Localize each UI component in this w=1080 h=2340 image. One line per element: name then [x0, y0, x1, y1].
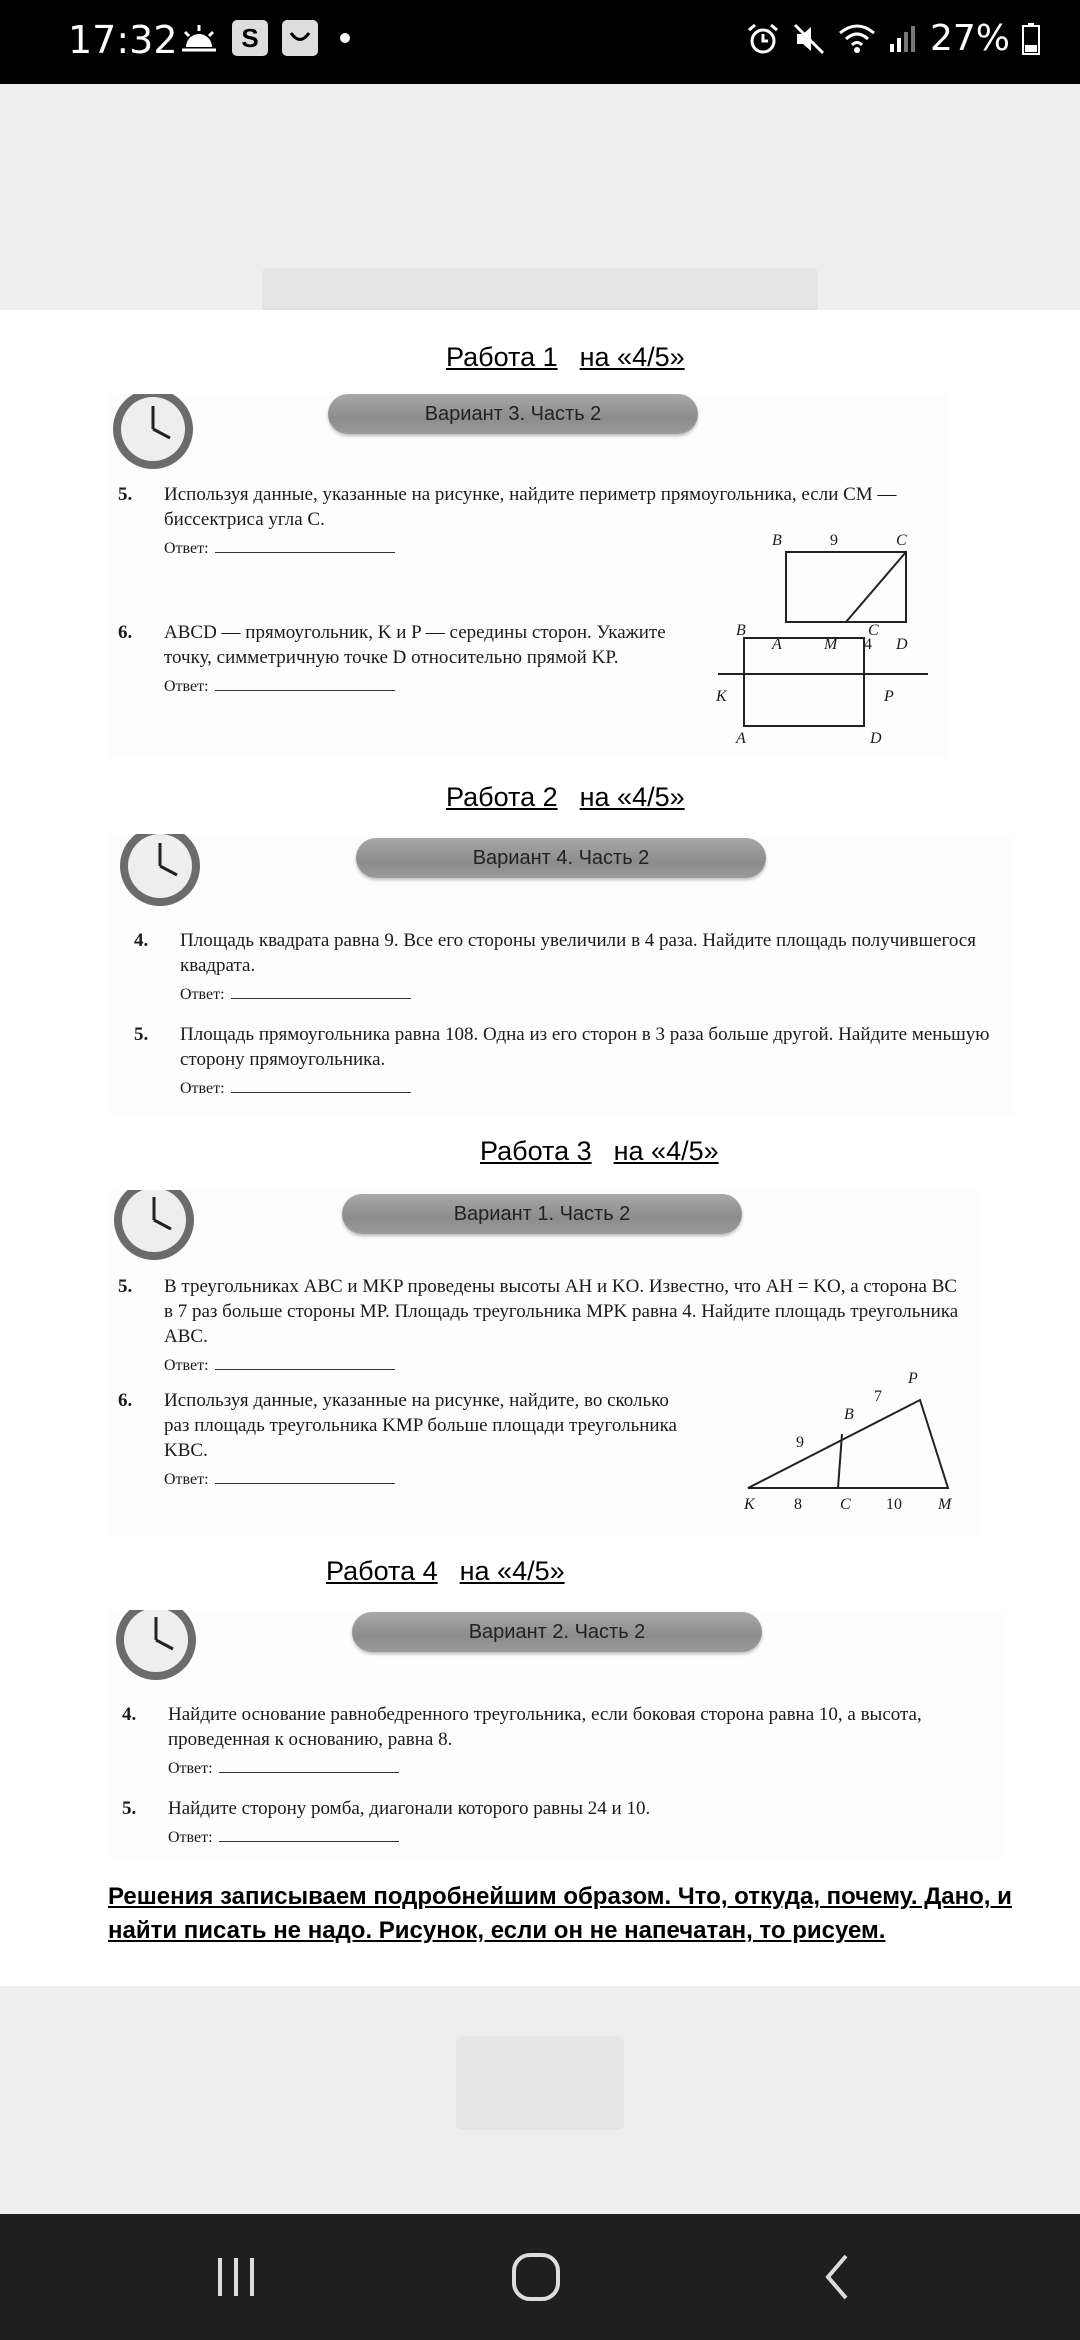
rectangle-kp-figure	[708, 630, 938, 740]
instructions-note: Решения записываем подробнейшим образом. Что, откуда, почему. Дано, и найти писать не надо. Рисунок, если он не напечатан, то рисуем.	[108, 1883, 1012, 1944]
answer-line: Ответ:	[164, 1467, 688, 1492]
scan-variant-2	[108, 1610, 1006, 1858]
answer-line: Ответ:	[180, 1076, 1004, 1101]
work-title-label: Работа 2	[446, 782, 558, 812]
task-text: В треугольниках ABC и MKP проведены высоты AH и KO. Известно, что AH = KO, а сторона BC в 7 раз больше стороны MP. Площадь треугольника MPK равна 4. Найдите площадь треугольника ABC.	[164, 1276, 959, 1347]
label-A: A	[772, 636, 782, 653]
scan-variant-4	[108, 834, 1014, 1116]
work-grade-label: на «4/5»	[459, 1556, 565, 1586]
label-M: M	[824, 636, 838, 653]
work-1-title	[446, 342, 685, 373]
variant-banner: Вариант 4. Часть 2	[356, 838, 766, 878]
navigation-bar	[0, 2214, 1080, 2340]
label-D: D	[896, 636, 908, 653]
clock-icon	[110, 834, 210, 912]
label-M: M	[938, 1496, 952, 1513]
answer-line: Ответ:	[168, 1756, 1002, 1781]
label-7: 7	[874, 1388, 882, 1405]
battery-icon	[1022, 23, 1040, 55]
task-5	[122, 1796, 1002, 1850]
task-number: 5.	[118, 484, 133, 505]
scan-variant-3	[108, 394, 948, 758]
task-number: 6.	[118, 622, 133, 643]
task-text: Найдите основание равнобедренного треугольника, если боковая сторона равна 10, а высота, проведенная к основанию, равна 8.	[168, 1704, 922, 1750]
task-5	[118, 1274, 974, 1378]
task-6	[118, 620, 678, 699]
work-title-label: Работа 4	[326, 1556, 438, 1586]
clock-time: 17:32	[68, 18, 178, 62]
label-B: B	[844, 1406, 854, 1423]
label-K: K	[716, 688, 727, 705]
status-bar	[0, 0, 1080, 84]
label-4: 4	[864, 636, 872, 653]
signal-icon	[888, 24, 918, 54]
wifi-icon	[838, 23, 876, 55]
scan-variant-1	[108, 1190, 980, 1536]
work-title-label: Работа 3	[480, 1136, 592, 1166]
variant-banner: Вариант 1. Часть 2	[342, 1194, 742, 1234]
task-number: 5.	[122, 1798, 137, 1819]
mute-icon	[792, 22, 826, 56]
shopping-bag-icon	[282, 20, 318, 56]
rectangle-figure	[776, 542, 916, 632]
work-grade-label: на «4/5»	[579, 342, 685, 372]
faded-button	[456, 2036, 624, 2130]
task-number: 5.	[134, 1024, 149, 1045]
label-K: K	[744, 1496, 755, 1513]
label-C2: C	[868, 622, 879, 639]
task-number: 5.	[118, 1276, 133, 1297]
label-D2: D	[870, 730, 882, 747]
task-4	[134, 928, 1004, 1007]
task-5	[134, 1022, 1004, 1101]
label-B2: B	[736, 622, 746, 639]
triangle-figure	[738, 1380, 958, 1500]
answer-line: Ответ:	[164, 674, 678, 699]
task-number: 6.	[118, 1390, 133, 1411]
work-3-title	[480, 1136, 719, 1167]
work-2-title	[446, 782, 685, 813]
task-text: ABCD — прямоугольник, K и P — середины сторон. Укажите точку, симметричную точке D относительно прямой KP.	[164, 622, 666, 668]
label-8: 8	[794, 1496, 802, 1513]
home-icon[interactable]	[506, 2252, 566, 2302]
clock-icon	[110, 394, 196, 472]
battery-percent: 27%	[929, 18, 1010, 59]
variant-banner: Вариант 3. Часть 2	[328, 394, 698, 434]
task-6	[118, 1388, 688, 1492]
task-text: Используя данные, указанные на рисунке, найдите периметр прямоугольника, если CM — биссектриса угла C.	[164, 484, 897, 530]
label-C: C	[840, 1496, 851, 1513]
clock-icon	[110, 1610, 206, 1688]
task-text: Площадь квадрата равна 9. Все его стороны увеличили в 4 раза. Найдите площадь получившегося квадрата.	[180, 930, 976, 976]
task-text: Площадь прямоугольника равна 108. Одна из его сторон в 3 раза больше другой. Найдите меньшую сторону прямоугольника.	[180, 1024, 990, 1070]
variant-banner: Вариант 2. Часть 2	[352, 1612, 762, 1652]
recent-apps-icon[interactable]	[206, 2252, 266, 2302]
task-number: 4.	[134, 930, 149, 951]
label-10: 10	[886, 1496, 902, 1513]
work-title-label: Работа 1	[446, 342, 558, 372]
s-app-icon: S	[232, 20, 268, 56]
label-B: B	[772, 532, 782, 549]
weather-sunrise-icon	[180, 23, 218, 53]
work-grade-label: на «4/5»	[613, 1136, 719, 1166]
task-text: Найдите сторону ромба, диагонали которого равны 24 и 10.	[168, 1798, 651, 1819]
clock-icon	[110, 1190, 200, 1268]
answer-line: Ответ:	[168, 1825, 1002, 1850]
task-text: Используя данные, указанные на рисунке, найдите, во сколько раз площадь треугольника KMP больше площади треугольника KBC.	[164, 1390, 677, 1461]
label-P: P	[884, 688, 894, 705]
answer-line: Ответ:	[180, 982, 1004, 1007]
label-C: C	[896, 532, 907, 549]
label-9: 9	[796, 1434, 804, 1451]
task-number: 4.	[122, 1704, 137, 1725]
work-grade-label: на «4/5»	[579, 782, 685, 812]
answer-line: Ответ:	[164, 1353, 974, 1378]
answer-line: Ответ:	[164, 536, 938, 561]
alarm-icon	[746, 22, 780, 56]
work-4-title	[326, 1556, 565, 1587]
label-P: P	[908, 1370, 918, 1387]
notification-dot-icon	[340, 33, 350, 43]
back-icon[interactable]	[810, 2252, 870, 2302]
label-9: 9	[830, 532, 838, 549]
task-4	[122, 1702, 1002, 1781]
label-A2: A	[736, 730, 746, 747]
